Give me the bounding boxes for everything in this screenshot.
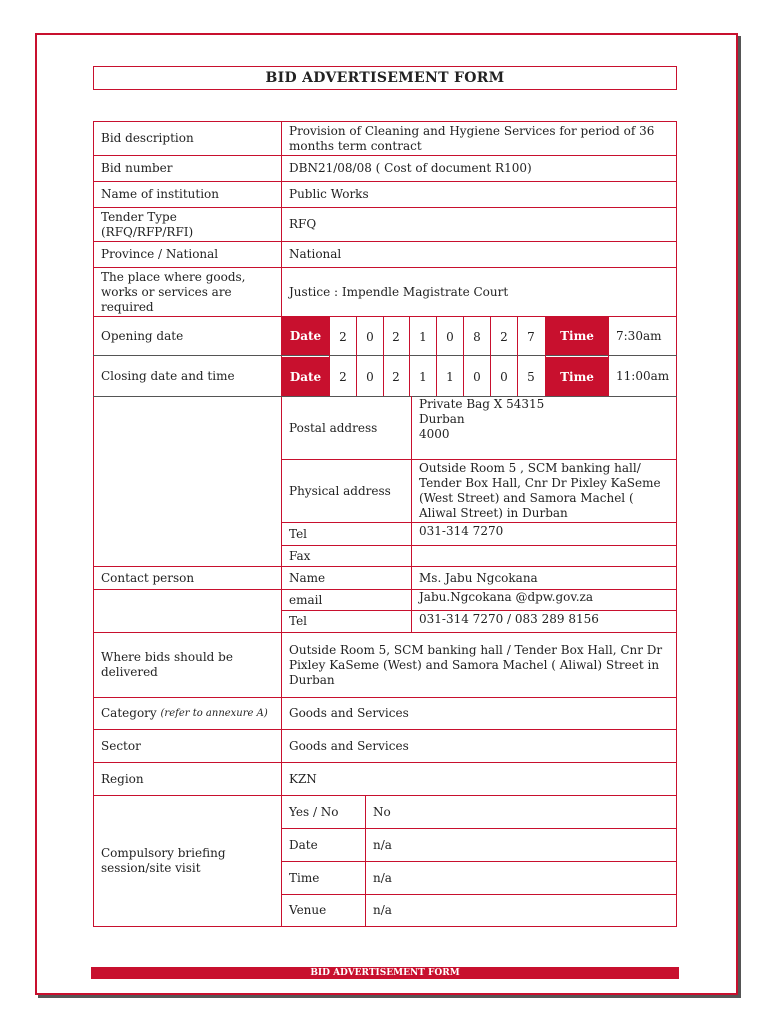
tender-type-value: RFQ bbox=[289, 217, 317, 231]
closing-digit: 0 bbox=[500, 370, 508, 384]
opening-date-tag: Date bbox=[282, 317, 329, 355]
opening-digit: 2 bbox=[392, 330, 400, 344]
tel2-value: 031-314 7270 / 083 289 8156 bbox=[419, 611, 599, 626]
category-note: (refer to annexure A) bbox=[160, 708, 268, 719]
fax-label: Fax bbox=[289, 548, 311, 563]
opening-digit: 1 bbox=[419, 330, 427, 344]
briefing-date-label: Date bbox=[289, 837, 318, 852]
closing-digit: 5 bbox=[527, 370, 535, 384]
opening-digit: 0 bbox=[446, 330, 454, 344]
tel2-label: Tel bbox=[289, 614, 308, 628]
closing-digit: 0 bbox=[366, 370, 374, 384]
email-value: Jabu.Ngcokana @dpw.gov.za bbox=[419, 589, 594, 604]
delivery-value: Outside Room 5, SCM banking hall / Tender Box Hall, Cnr Dr Pixley KaSeme (West) and Samora Machel ( Aliwal) Street in Durban bbox=[289, 642, 663, 687]
province-label: Province / National bbox=[101, 247, 219, 261]
bid-number-value: DBN21/08/08 ( Cost of document R100) bbox=[289, 161, 532, 175]
tel-value: 031-314 7270 bbox=[419, 523, 504, 538]
postal-address-value: Private Bag X 54315 Durban 4000 bbox=[419, 397, 545, 441]
briefing-time-label: Time bbox=[289, 870, 320, 885]
closing-time-tag: Time bbox=[546, 357, 608, 396]
fax-value bbox=[412, 546, 676, 566]
briefing-time-value: n/a bbox=[373, 870, 392, 885]
briefing-yesno-value: No bbox=[373, 804, 391, 819]
closing-digit: 1 bbox=[446, 370, 454, 384]
briefing-yesno-label: Yes / No bbox=[289, 804, 339, 819]
category-value: Goods and Services bbox=[289, 706, 409, 720]
delivery-label: Where bids should be delivered bbox=[101, 650, 233, 679]
name-value: Ms. Jabu Ngcokana bbox=[419, 570, 538, 585]
closing-digit: 2 bbox=[339, 370, 347, 384]
postal-address-label: Postal address bbox=[289, 420, 378, 435]
closing-digit: 1 bbox=[419, 370, 427, 384]
tender-type-label: Tender Type (RFQ/RFP/RFI) bbox=[101, 209, 194, 239]
closing-date-label: Closing date and time bbox=[101, 369, 235, 383]
contact-person-label: Contact person bbox=[101, 570, 195, 585]
opening-digit: 2 bbox=[339, 330, 347, 344]
opening-digit: 2 bbox=[500, 330, 508, 344]
name-label: Name bbox=[289, 570, 326, 585]
briefing-venue-label: Venue bbox=[289, 903, 327, 917]
category-label bbox=[94, 698, 281, 729]
region-label: Region bbox=[101, 771, 144, 786]
bid-number-label: Bid number bbox=[101, 161, 173, 175]
opening-digit: 7 bbox=[527, 330, 535, 344]
closing-digit: 0 bbox=[473, 370, 481, 384]
institution-label: Name of institution bbox=[101, 187, 219, 201]
bid-description-label: Bid description bbox=[101, 131, 194, 145]
tel-label: Tel bbox=[289, 526, 308, 541]
province-value: National bbox=[289, 247, 342, 261]
physical-address-value: Outside Room 5 , SCM banking hall/ Tender Box Hall, Cnr Dr Pixley KaSeme (West Street) and Samora Machel ( Aliwal Street) in Durban bbox=[419, 461, 661, 520]
briefing-venue-value: n/a bbox=[373, 903, 392, 917]
closing-date-tag: Date bbox=[282, 357, 329, 396]
place-value: Justice : Impendle Magistrate Court bbox=[289, 284, 509, 299]
opening-date-label: Opening date bbox=[101, 328, 184, 343]
region-value: KZN bbox=[289, 771, 317, 786]
opening-time-tag: Time bbox=[546, 317, 608, 355]
email-label: email bbox=[289, 592, 323, 607]
institution-value: Public Works bbox=[289, 187, 369, 201]
sector-value: Goods and Services bbox=[289, 738, 409, 753]
briefing-label: Compulsory briefing session/site visit bbox=[101, 846, 226, 875]
footer-bar: BID ADVERTISEMENT FORM bbox=[91, 967, 679, 979]
briefing-date-value: n/a bbox=[373, 837, 392, 852]
closing-time-value: 11:00am bbox=[616, 369, 670, 383]
category-label-text: Category bbox=[101, 706, 157, 720]
opening-digit: 0 bbox=[366, 330, 374, 344]
sector-label: Sector bbox=[101, 738, 141, 753]
opening-digit: 8 bbox=[473, 330, 481, 344]
closing-digit: 2 bbox=[392, 370, 400, 384]
opening-time-value: 7:30am bbox=[616, 328, 662, 343]
form-title: BID ADVERTISEMENT FORM bbox=[93, 66, 677, 90]
place-label: The place where goods, works or services are required bbox=[101, 269, 246, 314]
physical-address-label: Physical address bbox=[289, 483, 391, 498]
bid-description-value: Provision of Cleaning and Hygiene Services for period of 36 months term contract bbox=[289, 123, 655, 153]
